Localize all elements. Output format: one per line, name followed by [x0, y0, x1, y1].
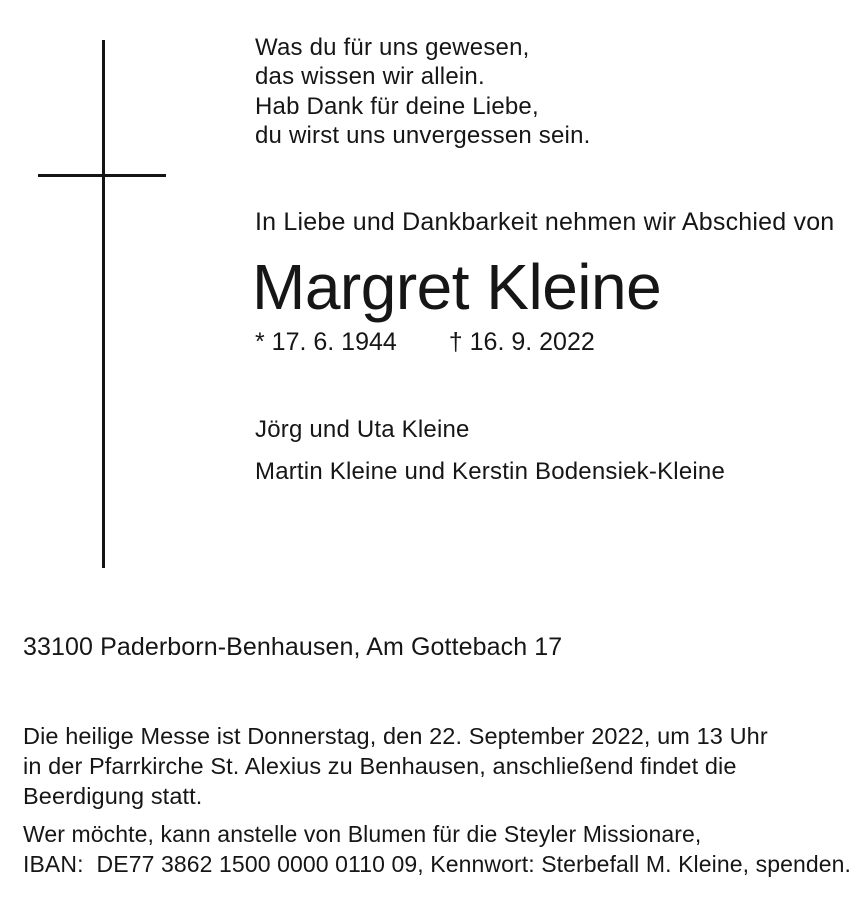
- service-info: [23, 721, 768, 811]
- birth-date: * 17. 6. 1944: [255, 328, 397, 356]
- donation-line: IBAN: DE77 3862 1500 0000 0110 09, Kennwort: Sterbefall M. Kleine, spenden.: [23, 850, 852, 877]
- mourner-line: Martin Kleine und Kerstin Bodensiek-Kleine: [255, 458, 725, 485]
- intro-line: In Liebe und Dankbarkeit nehmen wir Abschied von: [255, 208, 835, 236]
- deceased-name: Margret Kleine: [252, 251, 662, 323]
- epigraph-poem: [255, 33, 591, 150]
- donation-line: Wer möchte, kann anstelle von Blumen für die Steyler Missionare,: [23, 821, 702, 847]
- epigraph-line: Hab Dank für deine Liebe,: [255, 92, 539, 120]
- cross-horizontal-bar: [38, 174, 166, 177]
- life-dates: [255, 328, 595, 357]
- donation-info: [23, 820, 851, 879]
- address-line: 33100 Paderborn-Benhausen, Am Gottebach 17: [23, 633, 563, 661]
- death-date: † 16. 9. 2022: [448, 328, 595, 356]
- epigraph-line: das wissen wir allein.: [255, 63, 485, 91]
- service-line: in der Pfarrkirche St. Alexius zu Benhausen, anschließend findet die: [23, 753, 737, 779]
- cross-vertical-bar: [102, 40, 105, 568]
- epigraph-line: Was du für uns gewesen,: [255, 34, 530, 61]
- epigraph-line: du wirst uns unvergessen sein.: [255, 121, 591, 149]
- mourner-line: Jörg und Uta Kleine: [255, 416, 470, 443]
- service-line: Die heilige Messe ist Donnerstag, den 22. September 2022, um 13 Uhr: [23, 723, 768, 749]
- service-line: Beerdigung statt.: [23, 783, 203, 809]
